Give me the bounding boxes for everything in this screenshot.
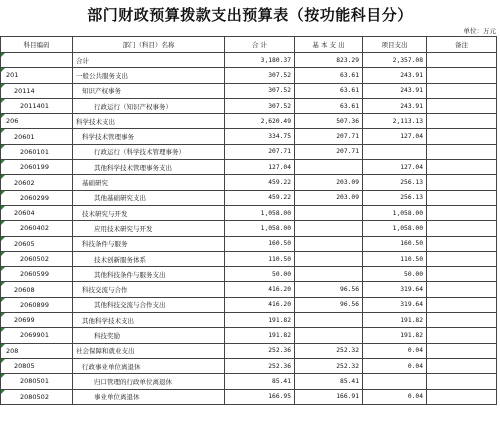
table-row [1,313,497,328]
cell-total: 307.52 [225,98,295,113]
cell-project: 1,058.00 [363,221,427,236]
cell-name: 知识产权事务 [73,83,225,98]
table-body [1,53,497,405]
cell-basic: 63.61 [295,68,363,83]
table-row [1,53,497,68]
cell-name: 科技交流与合作 [73,282,225,297]
cell-total: 307.52 [225,68,295,83]
cell-basic [295,267,363,282]
cell-code: 2060402 [1,221,73,236]
cell-code: 201 [1,68,73,83]
cell-basic: 63.61 [295,83,363,98]
cell-note [427,267,497,282]
cell-basic: 823.29 [295,53,363,68]
col-header-name: 部门（科目）名称 [73,37,225,53]
cell-basic: 85.41 [295,374,363,389]
col-header-note: 备注 [427,37,497,53]
cell-note [427,160,497,175]
table-row [1,68,497,83]
cell-code: 2060199 [1,160,73,175]
cell-note [427,53,497,68]
cell-basic: 166.91 [295,389,363,404]
cell-total: 1,058.00 [225,221,295,236]
cell-basic [295,313,363,328]
cell-total: 207.71 [225,144,295,159]
cell-basic: 507.36 [295,114,363,129]
cell-project: 50.00 [363,267,427,282]
cell-name: 科学技术管理事务 [73,129,225,144]
cell-name: 一般公共服务支出 [73,68,225,83]
cell-note [427,358,497,373]
cell-name: 其他科学技术管理事务支出 [73,160,225,175]
cell-project: 243.91 [363,98,427,113]
col-header-project: 项目支出 [363,37,427,53]
cell-basic [295,221,363,236]
cell-project [363,374,427,389]
cell-project: 191.82 [363,313,427,328]
cell-total: 191.82 [225,313,295,328]
cell-basic [295,160,363,175]
cell-project: 0.04 [363,343,427,358]
cell-project: 110.50 [363,251,427,266]
cell-total: 416.20 [225,282,295,297]
cell-code: 2080502 [1,389,73,404]
unit-label: 单位：万元 [463,27,496,35]
cell-total: 252.36 [225,343,295,358]
cell-note [427,282,497,297]
cell-basic: 63.61 [295,98,363,113]
cell-note [427,343,497,358]
cell-name: 事业单位离退休 [73,389,225,404]
cell-project: 0.04 [363,389,427,404]
cell-total: 127.04 [225,160,295,175]
table-row [1,282,497,297]
cell-project: 2,357.08 [363,53,427,68]
table-row [1,236,497,251]
cell-code: 2060502 [1,251,73,266]
cell-basic: 252.32 [295,343,363,358]
cell-project: 127.04 [363,160,427,175]
page-title: 部门财政预算拨款支出预算表（按功能科目分） [87,6,413,24]
cell-project: 0.04 [363,358,427,373]
cell-project: 160.50 [363,236,427,251]
cell-code: 20604 [1,205,73,220]
cell-project: 2,113.13 [363,114,427,129]
cell-code: 20605 [1,236,73,251]
cell-project: 256.13 [363,190,427,205]
cell-total: 252.36 [225,358,295,373]
cell-name: 行政事业单位离退休 [73,358,225,373]
table-row [1,297,497,312]
cell-project: 1,058.00 [363,205,427,220]
cell-note [427,129,497,144]
cell-basic: 96.56 [295,282,363,297]
cell-total: 3,180.37 [225,53,295,68]
cell-note [427,313,497,328]
cell-note [427,374,497,389]
cell-total: 166.95 [225,389,295,404]
cell-code: 20114 [1,83,73,98]
cell-code: 2060599 [1,267,73,282]
cell-basic: 207.71 [295,129,363,144]
cell-name: 归口管理的行政单位离退休 [73,374,225,389]
cell-note [427,328,497,343]
cell-note [427,389,497,404]
cell-code: 2060101 [1,144,73,159]
cell-code: 2060299 [1,190,73,205]
cell-note [427,297,497,312]
cell-code: 208 [1,343,73,358]
cell-code: 2060899 [1,297,73,312]
cell-name: 应用技术研究与开发 [73,221,225,236]
cell-total: 307.52 [225,83,295,98]
cell-project: 319.64 [363,297,427,312]
cell-name: 社会保障和就业支出 [73,343,225,358]
cell-note [427,251,497,266]
cell-total: 334.75 [225,129,295,144]
cell-note [427,236,497,251]
header-row [1,37,497,53]
table-row [1,374,497,389]
cell-total: 50.00 [225,267,295,282]
cell-basic: 96.56 [295,297,363,312]
table-row [1,251,497,266]
col-header-code: 科目编码 [1,37,73,53]
cell-note [427,114,497,129]
cell-total: 1,058.00 [225,205,295,220]
cell-name: 行政运行（科学技术管理事务） [73,144,225,159]
cell-code: 20699 [1,313,73,328]
cell-name: 技术研究与开发 [73,205,225,220]
table-row [1,98,497,113]
table-row [1,343,497,358]
cell-note [427,68,497,83]
cell-total: 85.41 [225,374,295,389]
cell-code: 20602 [1,175,73,190]
cell-basic [295,251,363,266]
cell-note [427,83,497,98]
cell-basic [295,328,363,343]
col-header-total: 合 计 [225,37,295,53]
table-row [1,144,497,159]
cell-code: 206 [1,114,73,129]
cell-note [427,190,497,205]
cell-code: 20601 [1,129,73,144]
table-row [1,129,497,144]
cell-name: 合计 [73,53,225,68]
cell-total: 416.20 [225,297,295,312]
cell-name: 行政运行（知识产权事务） [73,98,225,113]
cell-code: 2011401 [1,98,73,113]
cell-name: 科学技术支出 [73,114,225,129]
cell-project: 243.91 [363,68,427,83]
table-row [1,114,497,129]
cell-name: 科技奖励 [73,328,225,343]
cell-note [427,144,497,159]
cell-total: 110.50 [225,251,295,266]
table-row [1,389,497,404]
cell-basic: 207.71 [295,144,363,159]
cell-basic: 203.09 [295,175,363,190]
table-row [1,267,497,282]
budget-table [0,36,497,405]
table-row [1,328,497,343]
cell-name: 基础研究 [73,175,225,190]
cell-code: 20805 [1,358,73,373]
cell-basic [295,236,363,251]
cell-note [427,221,497,236]
cell-code: 2080501 [1,374,73,389]
cell-basic: 203.09 [295,190,363,205]
cell-note [427,98,497,113]
cell-basic [295,205,363,220]
table-row [1,160,497,175]
cell-name: 技术创新服务体系 [73,251,225,266]
table-row [1,190,497,205]
cell-code: 2069901 [1,328,73,343]
cell-note [427,175,497,190]
table-row [1,175,497,190]
cell-name: 其他科技交流与合作支出 [73,297,225,312]
table-row [1,83,497,98]
table-row [1,205,497,220]
cell-name: 其他科学技术支出 [73,313,225,328]
cell-code: 20608 [1,282,73,297]
cell-name: 其他基础研究支出 [73,190,225,205]
cell-name: 其他科技条件与服务支出 [73,267,225,282]
cell-total: 459.22 [225,175,295,190]
cell-project: 127.04 [363,129,427,144]
cell-project: 319.64 [363,282,427,297]
cell-note [427,205,497,220]
cell-code [1,53,73,68]
cell-total: 2,620.49 [225,114,295,129]
table-row [1,221,497,236]
cell-total: 459.22 [225,190,295,205]
col-header-basic: 基 本 支 出 [295,37,363,53]
cell-project: 243.91 [363,83,427,98]
cell-total: 191.82 [225,328,295,343]
cell-project [363,144,427,159]
cell-project: 191.82 [363,328,427,343]
table-row [1,358,497,373]
cell-name: 科技条件与服务 [73,236,225,251]
cell-basic: 252.32 [295,358,363,373]
cell-project: 256.13 [363,175,427,190]
cell-total: 160.50 [225,236,295,251]
